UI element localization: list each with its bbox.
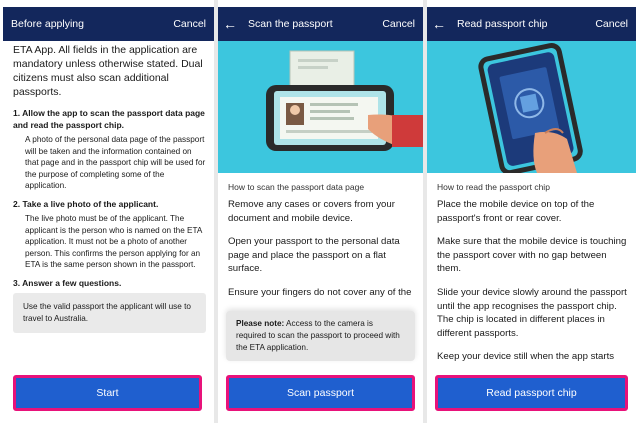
info-note: Use the valid passport the applicant will use to travel to Australia. [13, 293, 206, 333]
instruction-text: Make sure that the mobile device is touching the passport cover with no gap between them. [437, 236, 627, 275]
phone-reading-chip-icon [427, 41, 636, 173]
content-area[interactable] [427, 173, 636, 371]
note-text: Access to the camera is required to scan the passport to proceed with the ETA application. [236, 319, 400, 352]
phone-scanning-passport-icon [218, 41, 423, 173]
instruction-text: Keep your device still when the app starts [437, 351, 615, 363]
content-area[interactable] [3, 41, 214, 371]
camera-permission-note [226, 311, 415, 361]
instruction-text: Ensure your fingers do not cover any of the [228, 286, 412, 298]
scan-passport-button[interactable]: Scan passport [226, 375, 415, 411]
cancel-button[interactable]: Cancel [382, 18, 415, 30]
read-passport-chip-button[interactable]: Read passport chip [435, 375, 628, 411]
intro-text: ETA App. All fields in the application are mandatory unless otherwise stated. Dual citizens must also scan additional passports. [13, 44, 203, 98]
page-title: Scan the passport [248, 18, 333, 30]
read-chip-illustration [427, 41, 636, 173]
app-header [427, 7, 636, 41]
instruction-text: Place the mobile device on top of the passport's front or rear cover. [437, 199, 595, 224]
footer [218, 371, 423, 423]
start-button[interactable]: Start [13, 375, 202, 411]
section-subheading: How to read the passport chip [437, 182, 550, 192]
before-applying-screen [3, 0, 214, 423]
scan-passport-screen [218, 0, 423, 423]
step-heading: 1. Allow the app to scan the passport data page and read the passport chip. [13, 108, 205, 130]
step-body: A photo of the personal data page of the passport will be taken and the information contained on that page and in the passport chip will be used for the purpose of completing some of the application. [25, 135, 206, 191]
back-arrow-icon[interactable]: ← [432, 16, 446, 32]
note-label: Please note: [236, 319, 285, 328]
footer [427, 371, 636, 423]
scan-passport-illustration [218, 41, 423, 173]
cancel-button[interactable]: Cancel [595, 18, 628, 30]
footer [3, 371, 214, 423]
read-chip-screen [427, 0, 636, 423]
page-title: Read passport chip [457, 18, 548, 30]
back-arrow-icon[interactable]: ← [223, 16, 237, 32]
instruction-text: Slide your device slowly around the passport until the app recognises the passport chip. The chip is located in different places in different passports. [437, 286, 627, 339]
step-heading: 2. Take a live photo of the applicant. [13, 198, 159, 209]
step-heading: 3. Answer a few questions. [13, 277, 122, 288]
instruction-text: Open your passport to the personal data page and place the passport on a flat surface. [228, 236, 400, 275]
app-header [218, 7, 423, 41]
section-subheading: How to scan the passport data page [228, 182, 365, 192]
step-body: The live photo must be of the applicant. The applicant is the person who is named on the ETA application. It must not be a photo of another person. This confirms the person applying for an ETA is the same person shown in the passport. [25, 213, 202, 270]
app-header [3, 7, 214, 41]
page-title: Before applying [11, 18, 84, 30]
instruction-text: Remove any cases or covers from your document and mobile device. [228, 199, 395, 224]
cancel-button[interactable]: Cancel [173, 18, 206, 30]
